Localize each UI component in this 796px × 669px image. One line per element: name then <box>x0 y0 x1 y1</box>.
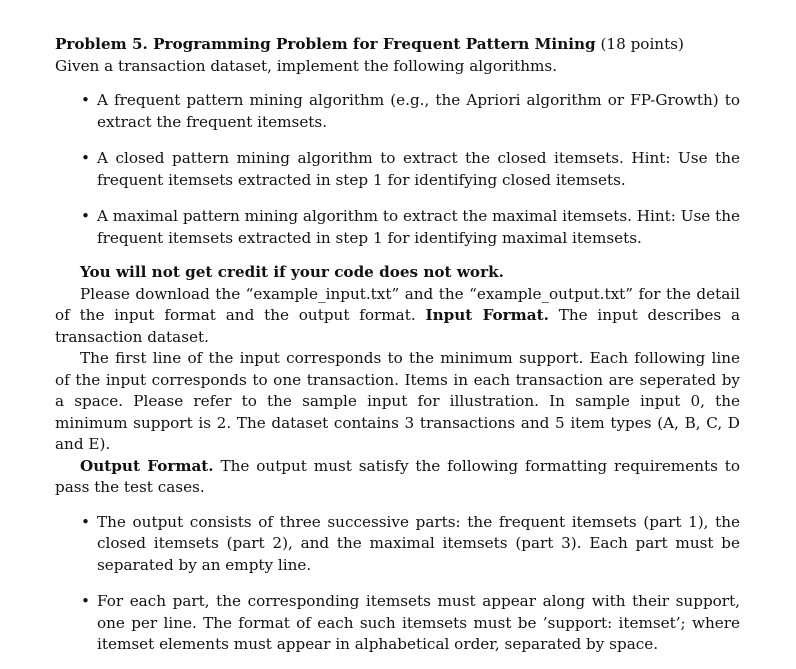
problem-heading: Problem 5. Programming Problem for Frequent Pattern Mining <box>55 35 596 53</box>
problem-points: (18 points) <box>600 35 684 53</box>
output-rules-list <box>55 512 740 656</box>
download-paragraph <box>55 284 740 349</box>
input-format-label: Input Format. <box>425 306 549 324</box>
bullet-icon: • <box>81 149 90 167</box>
output-format-paragraph <box>55 456 740 499</box>
list-item-text: A closed pattern mining algorithm to extract the closed itemsets. Hint: Use the frequent itemsets extracted in step 1 for identifying closed itemsets. <box>97 149 740 189</box>
list-item-text: A maximal pattern mining algorithm to extract the maximal itemsets. Hint: Use the frequent itemsets extracted in step 1 for identifying maximal itemsets. <box>97 207 740 247</box>
input-detail-paragraph: The first line of the input corresponds to the minimum support. Each following line of the input corresponds to one transaction. Items in each transaction are seperated by a space. Please refer to the sample input for illustration. In sample input 0, the minimum support is 2. The dataset contains 3 transactions and 5 item types (A, B, C, D and E). <box>55 349 740 453</box>
bullet-icon: • <box>81 207 90 225</box>
bullet-icon: • <box>81 512 90 531</box>
bullet-icon: • <box>81 91 90 109</box>
download-text: Please download the “example_input.txt” and the “example_output.txt” for the detail of the input format and the output format. <box>55 284 740 324</box>
list-item-text: The output consists of three successive parts: the frequent itemsets (part 1), the closed itemsets (part 2), and the maximal itemsets (part 3). Each part must be separated by an empty line. <box>97 512 740 574</box>
list-item-text: For each part, the corresponding itemsets must appear along with their support, one per line. The format of each such itemsets must be ’support: itemset’; where itemset elements must appear in alphabetical order, separated by space. <box>97 592 740 653</box>
output-format-label: Output Format. <box>80 456 214 475</box>
input-format-text: The input describes a transaction dataset. <box>55 306 740 346</box>
output-format-text: The output must satisfy the following formatting requirements to pass the test cases. <box>55 456 741 496</box>
problem-title <box>55 34 740 56</box>
list-item <box>55 591 740 656</box>
algorithm-list <box>55 90 740 249</box>
list-item <box>55 148 740 191</box>
list-item-text: A frequent pattern mining algorithm (e.g., the Apriori algorithm or FP-Growth) to extract the frequent itemsets. <box>97 91 740 131</box>
bullet-icon: • <box>81 592 90 610</box>
document-page <box>55 34 740 669</box>
list-item <box>55 512 740 577</box>
problem-intro: Given a transaction dataset, implement the following algorithms. <box>55 56 558 75</box>
credit-warning: You will not get credit if your code does not work. <box>80 263 504 281</box>
list-item <box>55 90 740 133</box>
list-item <box>55 206 740 249</box>
